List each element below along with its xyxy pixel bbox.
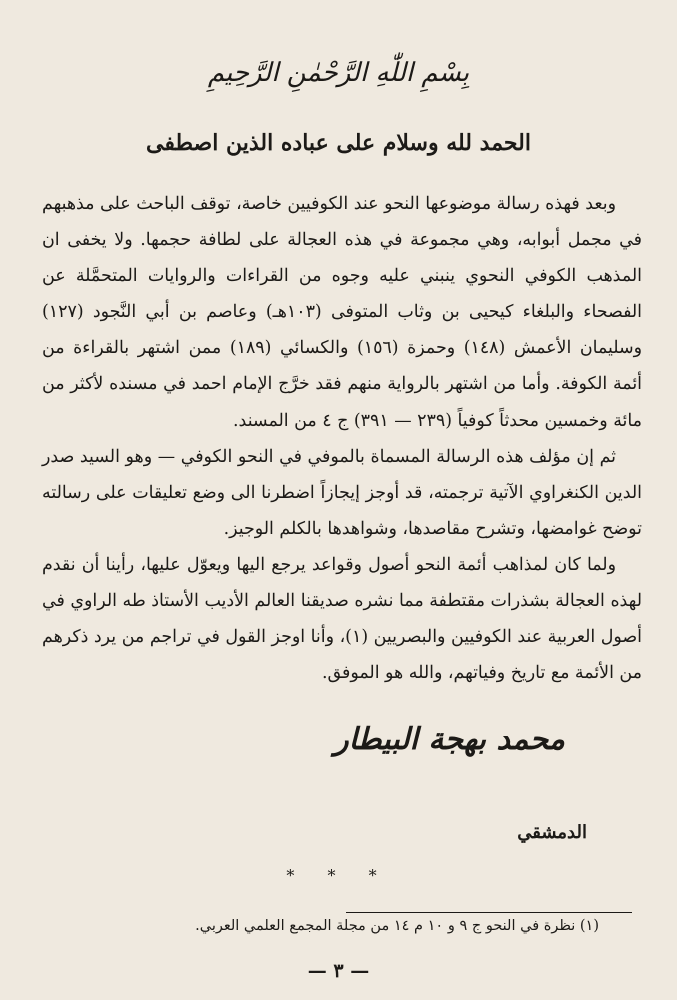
- opening-praise: الحمد لله وسلام على عباده الذين اصطفى: [146, 130, 531, 156]
- author-nisba: الدمشقي: [517, 822, 587, 843]
- footnote: (١) نظرة في النحو ج ٩ و ١٠ م ١٤ من مجلة المجمع العلمي العربي.: [195, 918, 599, 934]
- paragraph-1: وبعد فهذه رسالة موضوعها النحو عند الكوفيين خاصة، توقف الباحث على مذهبهم في مجمل أبوابه، وهي مجموعة في هذه العجالة على لطافة حجمها. ولا يخفى ان المذهب الكوفي النحوي ينبني عليه وجوه من القراءات والروايات المتحمَّلة عن الفصحاء والبلغاء كيحيى بن وثاب المتوفى (١٠٣هـ) وعاصم بن أبي النَّجود (١٢٧) وسليمان الأعمش (١٤٨) وحمزة (١٥٦) والكسائي (١٨٩) ممن اشتهر بالقراءة من أئمة الكوفة. وأما من اشتهر بالرواية منهم فقد خرَّج الإمام احمد في مسنده لأكثر من مائة وخمسين محدثاً كوفياً (٢٣٩ — ٣٩١) ج ٤ من المسند.: [42, 194, 642, 431]
- author-signature: محمد بهجة البيطار: [334, 722, 565, 757]
- basmala: بِسْمِ اللّٰهِ الرَّحْمٰنِ الرَّحِيمِ: [207, 58, 470, 88]
- paragraph-3: ولما كان لمذاهب أئمة النحو أصول وقواعد يرجع اليها ويعوّل عليها، رأينا أن نقدم لهذه العجالة بشذرات مقتطفة مما نشره صديقنا العالم الأديب الأستاذ طه الراوي في أصول العربية عند الكوفيين والبصريين (١)، وأنا اوجز القول في تراجم من يرد ذكرهم من الأئمة مع تاريخ وفياتهم، والله هو الموفق.: [42, 554, 643, 684]
- paragraph-2: ثم إن مؤلف هذه الرسالة المسماة بالموفي في النحو الكوفي — وهو السيد صدر الدين الكنغراوي الآتية ترجمته، قد أوجز إيجازاً اضطرنا الى وضع تعليقات على رسالته توضح غوامضها، وتشرح مقاصدها، وشواهدها بالكلم الوجيز.: [42, 446, 642, 539]
- body-text: [42, 186, 642, 691]
- footnote-rule: [346, 912, 632, 913]
- section-separator: * * *: [286, 866, 391, 885]
- page-number: — ٣ —: [307, 960, 370, 982]
